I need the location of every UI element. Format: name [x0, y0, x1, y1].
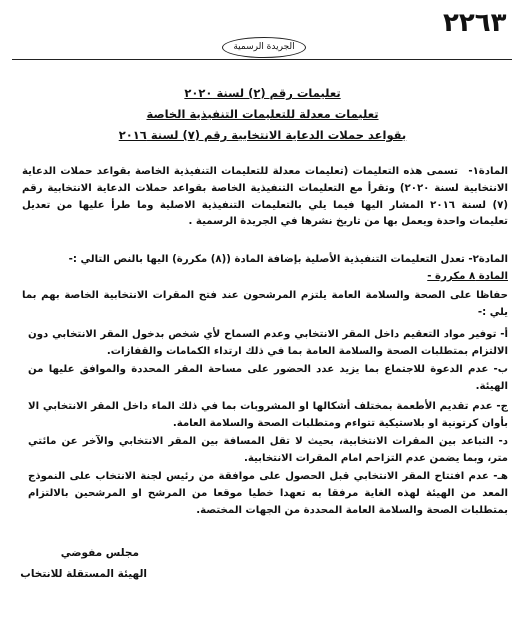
article-2-label: المادة٢-	[468, 254, 508, 265]
signature-council: مجلس مفوضي	[60, 547, 139, 559]
document-title-2: تعليمات معدلة للتعليمات التنفيذية الخاصة	[146, 107, 379, 121]
document-title-1: تعليمات رقم (٢) لسنة ٢٠٢٠	[184, 86, 341, 100]
article-2	[22, 252, 508, 286]
document-title-3: بقواعد حملات الدعاية الانتخابية رقم (٧) لسنة ٢٠١٦	[118, 128, 407, 142]
article-8-repeated-heading: المادة ٨ مكررة -	[427, 270, 508, 282]
list-item-e: هـ- عدم افتتاح المقر الانتخابي قبل الحصول على موافقة من رئيس لجنة الانتخاب على النموذج المعد من الهيئة لهذه الغاية مرفقا به تعهدا خطيا موقعا من المرشح او المرشحين بالالتزام بمتطلبات الصحة والسلامة العامة المحددة من الجهات المختصة.	[28, 471, 508, 516]
article-8-intro: حفاظا على الصحة والسلامة العامة يلتزم المرشحون عند فتح المقرات الانتخابية الخاصة بهم بما يلي :-	[22, 290, 508, 318]
article-1	[22, 164, 508, 231]
article-2-text: تعدل التعليمات التنفيذية الأصلية بإضافة المادة ((٨) مكررة) اليها بالنص التالي :-	[68, 254, 465, 265]
article-1-text: تسمى هذه التعليمات (تعليمات معدلة للتعليمات التنفيذية الخاصة بقواعد حملات الدعاية الانتخابية لسنة ٢٠٢٠) وتقرأ مع التعليمات التنفيذية الخاصة بقواعد حملات الدعاية الانتخابية رقم (٧) لسنة ٢٠١٦ المشار اليها فيما يلي بالتعليمات التنفيذية الاصلية وما طرأ عليها من تعديل تعليمات واحدة ويعمل بها من تاريخ نشرها في الجريدة الرسمية .	[22, 166, 508, 228]
page-number: ٢٢٦٣	[443, 8, 507, 38]
list-item-a: أ- توفير مواد التعقيم داخل المقر الانتخابي وعدم السماح لأي شخص بدخول المقر الانتخابي دون الالتزام بمتطلبات الصحة والسلامة العامة بما في ذلك ارتداء الكمامات والقفازات.	[28, 329, 508, 357]
article-1-label: المادة١-	[468, 166, 509, 177]
list-item-b: ب- عدم الدعوة للاجتماع بما يزيد عدد الحضور على مساحة المقر المحددة والموافق عليها من الهيئة.	[28, 364, 508, 392]
gazette-label: الجريدة الرسمية	[222, 37, 306, 58]
list-item-c: ج- عدم تقديم الأطعمة بمختلف أشكالها او المشروبات بما في ذلك الماء داخل المقر الانتخابي الا بأوان كرتونية او بلاستيكية تتواءم ومتطلبات الصحة والسلامة العامة.	[28, 401, 508, 429]
header-divider	[12, 59, 512, 60]
signature-commission: الهيئة المستقلة للانتخاب	[20, 568, 147, 580]
list-item-d: د- التباعد بين المقرات الانتخابية، بحيث لا تقل المسافة بين المقر الانتخابي والآخر عن مائتي متر، وبما يضمن عدم التزاحم امام المقرات الانتخابية.	[28, 436, 508, 464]
